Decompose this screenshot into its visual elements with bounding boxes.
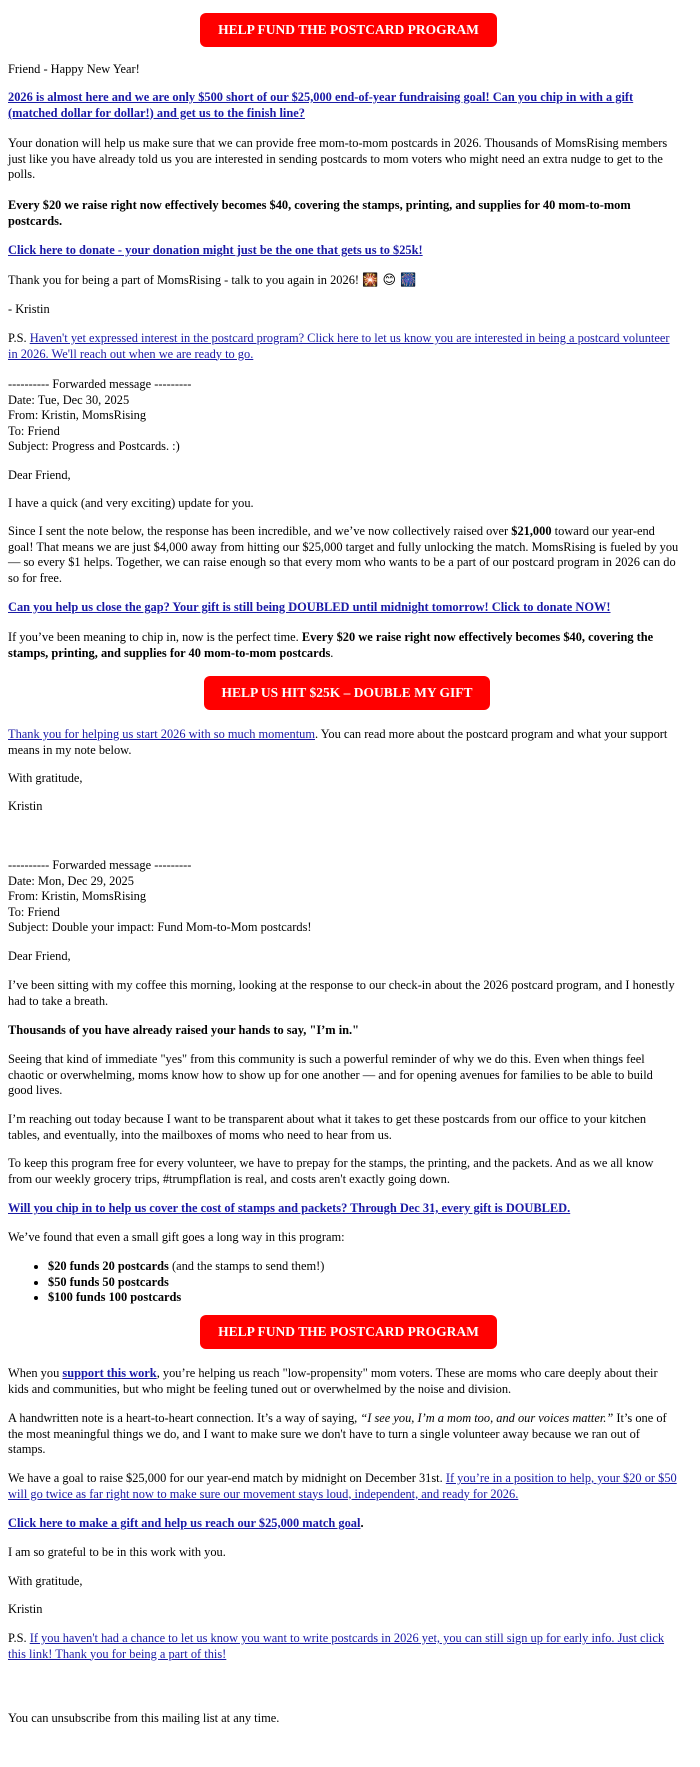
fwd2-p9-text: We have a goal to raise $25,000 for our year-end match by midnight on December 31st. [8,1471,446,1485]
twice-as-far-link[interactable]: If you’re in a position to help, your $20 or $50 will go twice as far right now to make sure our movement stays loud, independent, and ready for 2026. [8,1471,677,1501]
fwd1-p3-bold: Every $20 we raise right now effectively becomes $40, covering the stamps, printing, and supplies for 40 mom-to-mom postcards [8,630,654,660]
fwd1-momentum-paragraph [8,727,680,758]
ps-label: P.S. [8,331,30,345]
fwd1-gratitude: With gratitude, [8,771,83,785]
fwd2-date: Date: Mon, Dec 29, 2025 [8,873,134,888]
fwd1-name: Kristin [8,799,43,813]
fwd1-subject: Subject: Progress and Postcards. :) [8,439,180,454]
raised-amount: $21,000 [511,524,552,538]
fwd1-paragraph-1: I have a quick (and very exciting) update for you. [8,496,254,510]
thanks-text: Thank you for being a part of MomsRising - talk to you again in 2026! [8,273,360,287]
fwd2-p8-text-a: A handwritten note is a heart-to-heart connection. It’s a way of saying, [8,1411,361,1425]
fwd2-p7-text-a: When you [8,1366,63,1380]
fwd2-from: From: Kristin, MomsRising [8,889,147,904]
fwd2-paragraph-1: I’ve been sitting with my coffee this morning, looking at the response to our check-in about the 2026 postcard program, and I honestly had to take a breath. [8,978,675,1008]
donate-paragraph [8,243,680,259]
fwd2-name: Kristin [8,1602,43,1616]
fwd2-paragraph-8 [8,1411,680,1458]
thanks-paragraph [8,273,680,289]
chip-in-stamps-link[interactable]: Will you chip in to help us cover the cost of stamps and packets? Through Dec 31, every gift is DOUBLED. [8,1201,571,1215]
gift-level-100: $100 funds 100 postcards [48,1290,182,1305]
fwd2-subject: Subject: Double your impact: Fund Mom-to-Mom postcards! [8,920,312,935]
fund-postcard-button-top[interactable]: HELP FUND THE POSTCARD PROGRAM [200,13,497,47]
forwarded-header-2 [8,858,680,936]
fwd2-to: To: Friend [8,904,60,919]
headline-donate-link[interactable]: 2026 is almost here and we are only $500 short of our $25,000 end-of-year fundraising goal! Can you chip in with a gift (matched dollar for dollar!) and get us to the finish line? [8,90,634,120]
fwd2-paragraph-4: I’m reaching out today because I want to be transparent about what it takes to get these postcards from our office to your kitchen tables, and eventually, into the mailboxes of moms who need to hear from us. [8,1112,647,1142]
postcard-interest-link[interactable]: Haven't yet expressed interest in the postcard program? Click here to let us know you are interested in being a postcard volunteer in 2026. We'll reach out when we are ready to go. [8,331,670,361]
gift-levels-list [8,1259,648,1306]
fwd2-gift-paragraph [8,1516,680,1532]
list-item [48,1275,648,1291]
make-gift-match-link[interactable]: Click here to make a gift and help us reach our $25,000 match goal [8,1516,361,1530]
headline-paragraph [8,90,680,121]
fwd1-p3-text: If you’ve been meaning to chip in, now is the perfect time. [8,630,302,644]
ps-label-2: P.S. [8,1631,30,1645]
momentum-rest-text: . You can read more about the postcard program and what your support means in my note below. [8,727,668,757]
support-this-work-link[interactable]: support this work [62,1366,157,1380]
celebration-emoji-icons: 🎇 😊 🎆 [362,273,417,288]
fwd2-p8-text-b: It’s one of the most meaningful things we do, and I want to make sure we don't have to turn a single volunteer away because we ran out of stamps. [8,1411,667,1457]
fwd1-to: To: Friend [8,423,60,438]
fwd2-paragraph-2: Thousands of you have already raised your hands to say, "I’m in." [8,1023,360,1037]
fwd1-paragraph-3 [8,630,680,661]
fwd2-paragraph-9 [8,1471,680,1502]
fwd2-ps [8,1631,680,1662]
gift-link-period: . [360,1516,364,1530]
donate-25k-link[interactable]: Click here to donate - your donation might just be the one that gets us to $25k! [8,243,423,257]
intro-paragraph-2: Every $20 we raise right now effectively becomes $40, covering the stamps, printing, and supplies for 40 mom-to-mom postcards. [8,198,631,228]
gift-level-20: $20 funds 20 postcards [48,1259,169,1273]
fwd1-separator: ---------- Forwarded message --------- [8,377,192,391]
fwd2-paragraph-3: Seeing that kind of immediate "yes" from this community is such a powerful reminder of why we do this. Even when things feel chaotic or overwhelming, moms know how to show up for one another — and for opening avenues for families to be able to build good lives. [8,1052,653,1098]
fwd1-gap-paragraph [8,600,680,616]
fwd1-from: From: Kristin, MomsRising [8,408,147,423]
fwd1-p3-end: . [330,645,334,660]
fwd2-chip-paragraph [8,1201,680,1217]
unsubscribe-notice: You can unsubscribe from this mailing list at any time. [8,1711,280,1725]
hit-25k-double-button[interactable]: HELP US HIT $25K – DOUBLE MY GIFT [204,676,490,710]
fwd2-paragraph-7 [8,1366,680,1397]
fwd1-paragraph-2 [8,524,680,586]
fwd2-p8-quote: “I see you, I’m a mom too, and our voices matter.” [360,1411,614,1425]
intro-signoff: - Kristin [8,302,50,316]
fwd2-gratitude: With gratitude, [8,1574,83,1588]
fwd1-p2-text-b: toward our year-end goal! That means we are just $4,000 away from hitting our $25,000 target and fully unlocking the match. MomsRising is fueled by you — so every $1 helps. Together, we can raise enough so that every mom who wants to be a part of our postcard program in 2026 can do so for free. [8,524,679,585]
greeting: Friend - Happy New Year! [8,62,140,76]
gift-level-50: $50 funds 50 postcards [48,1274,169,1289]
fund-postcard-button-bottom[interactable]: HELP FUND THE POSTCARD PROGRAM [200,1315,497,1349]
fwd2-dear: Dear Friend, [8,949,71,963]
forwarded-header-1 [8,377,680,455]
fwd1-dear: Dear Friend, [8,468,71,482]
fwd2-paragraph-6: We’ve found that even a small gift goes a long way in this program: [8,1230,345,1244]
fwd2-separator: ---------- Forwarded message --------- [8,858,192,872]
close-gap-donate-link[interactable]: Can you help us close the gap? Your gift is still being DOUBLED until midnight tomorrow! Click to donate NOW! [8,600,611,614]
fwd1-date: Date: Tue, Dec 30, 2025 [8,392,130,407]
fwd2-paragraph-5: To keep this program free for every volunteer, we have to prepay for the stamps, the printing, and the packets. And as we all know from our weekly grocery trips, #trumpflation is real, and costs aren't exactly going down. [8,1156,654,1186]
postcard-signup-link[interactable]: If you haven't had a chance to let us know you want to write postcards in 2026 yet, you can still sign up for early info. Just click this link! Thank you for being a part of this! [8,1631,665,1661]
gift-level-20-note: (and the stamps to send them!) [168,1259,325,1273]
list-item [48,1259,648,1275]
list-item [48,1290,648,1306]
fwd2-p7-text-b: , you’re helping us reach "low-propensity" mom voters. These are moms who care deeply about their kids and communities, but who might be feeling tuned out or overwhelmed by the noise and division. [8,1366,658,1396]
fwd2-grateful: I am so grateful to be in this work with you. [8,1545,226,1559]
momentum-link[interactable]: Thank you for helping us start 2026 with so much momentum [8,727,315,741]
fwd1-p2-text-a: Since I sent the note below, the response has been incredible, and we’ve now collectively raised over [8,524,512,538]
intro-ps [8,331,680,362]
intro-paragraph-1: Your donation will help us make sure that we can provide free mom-to-mom postcards in 2026. Thousands of MomsRising members just like you have already told us you are interested in sending postcards to mom voters who might need an extra nudge to get to the polls. [8,136,668,182]
